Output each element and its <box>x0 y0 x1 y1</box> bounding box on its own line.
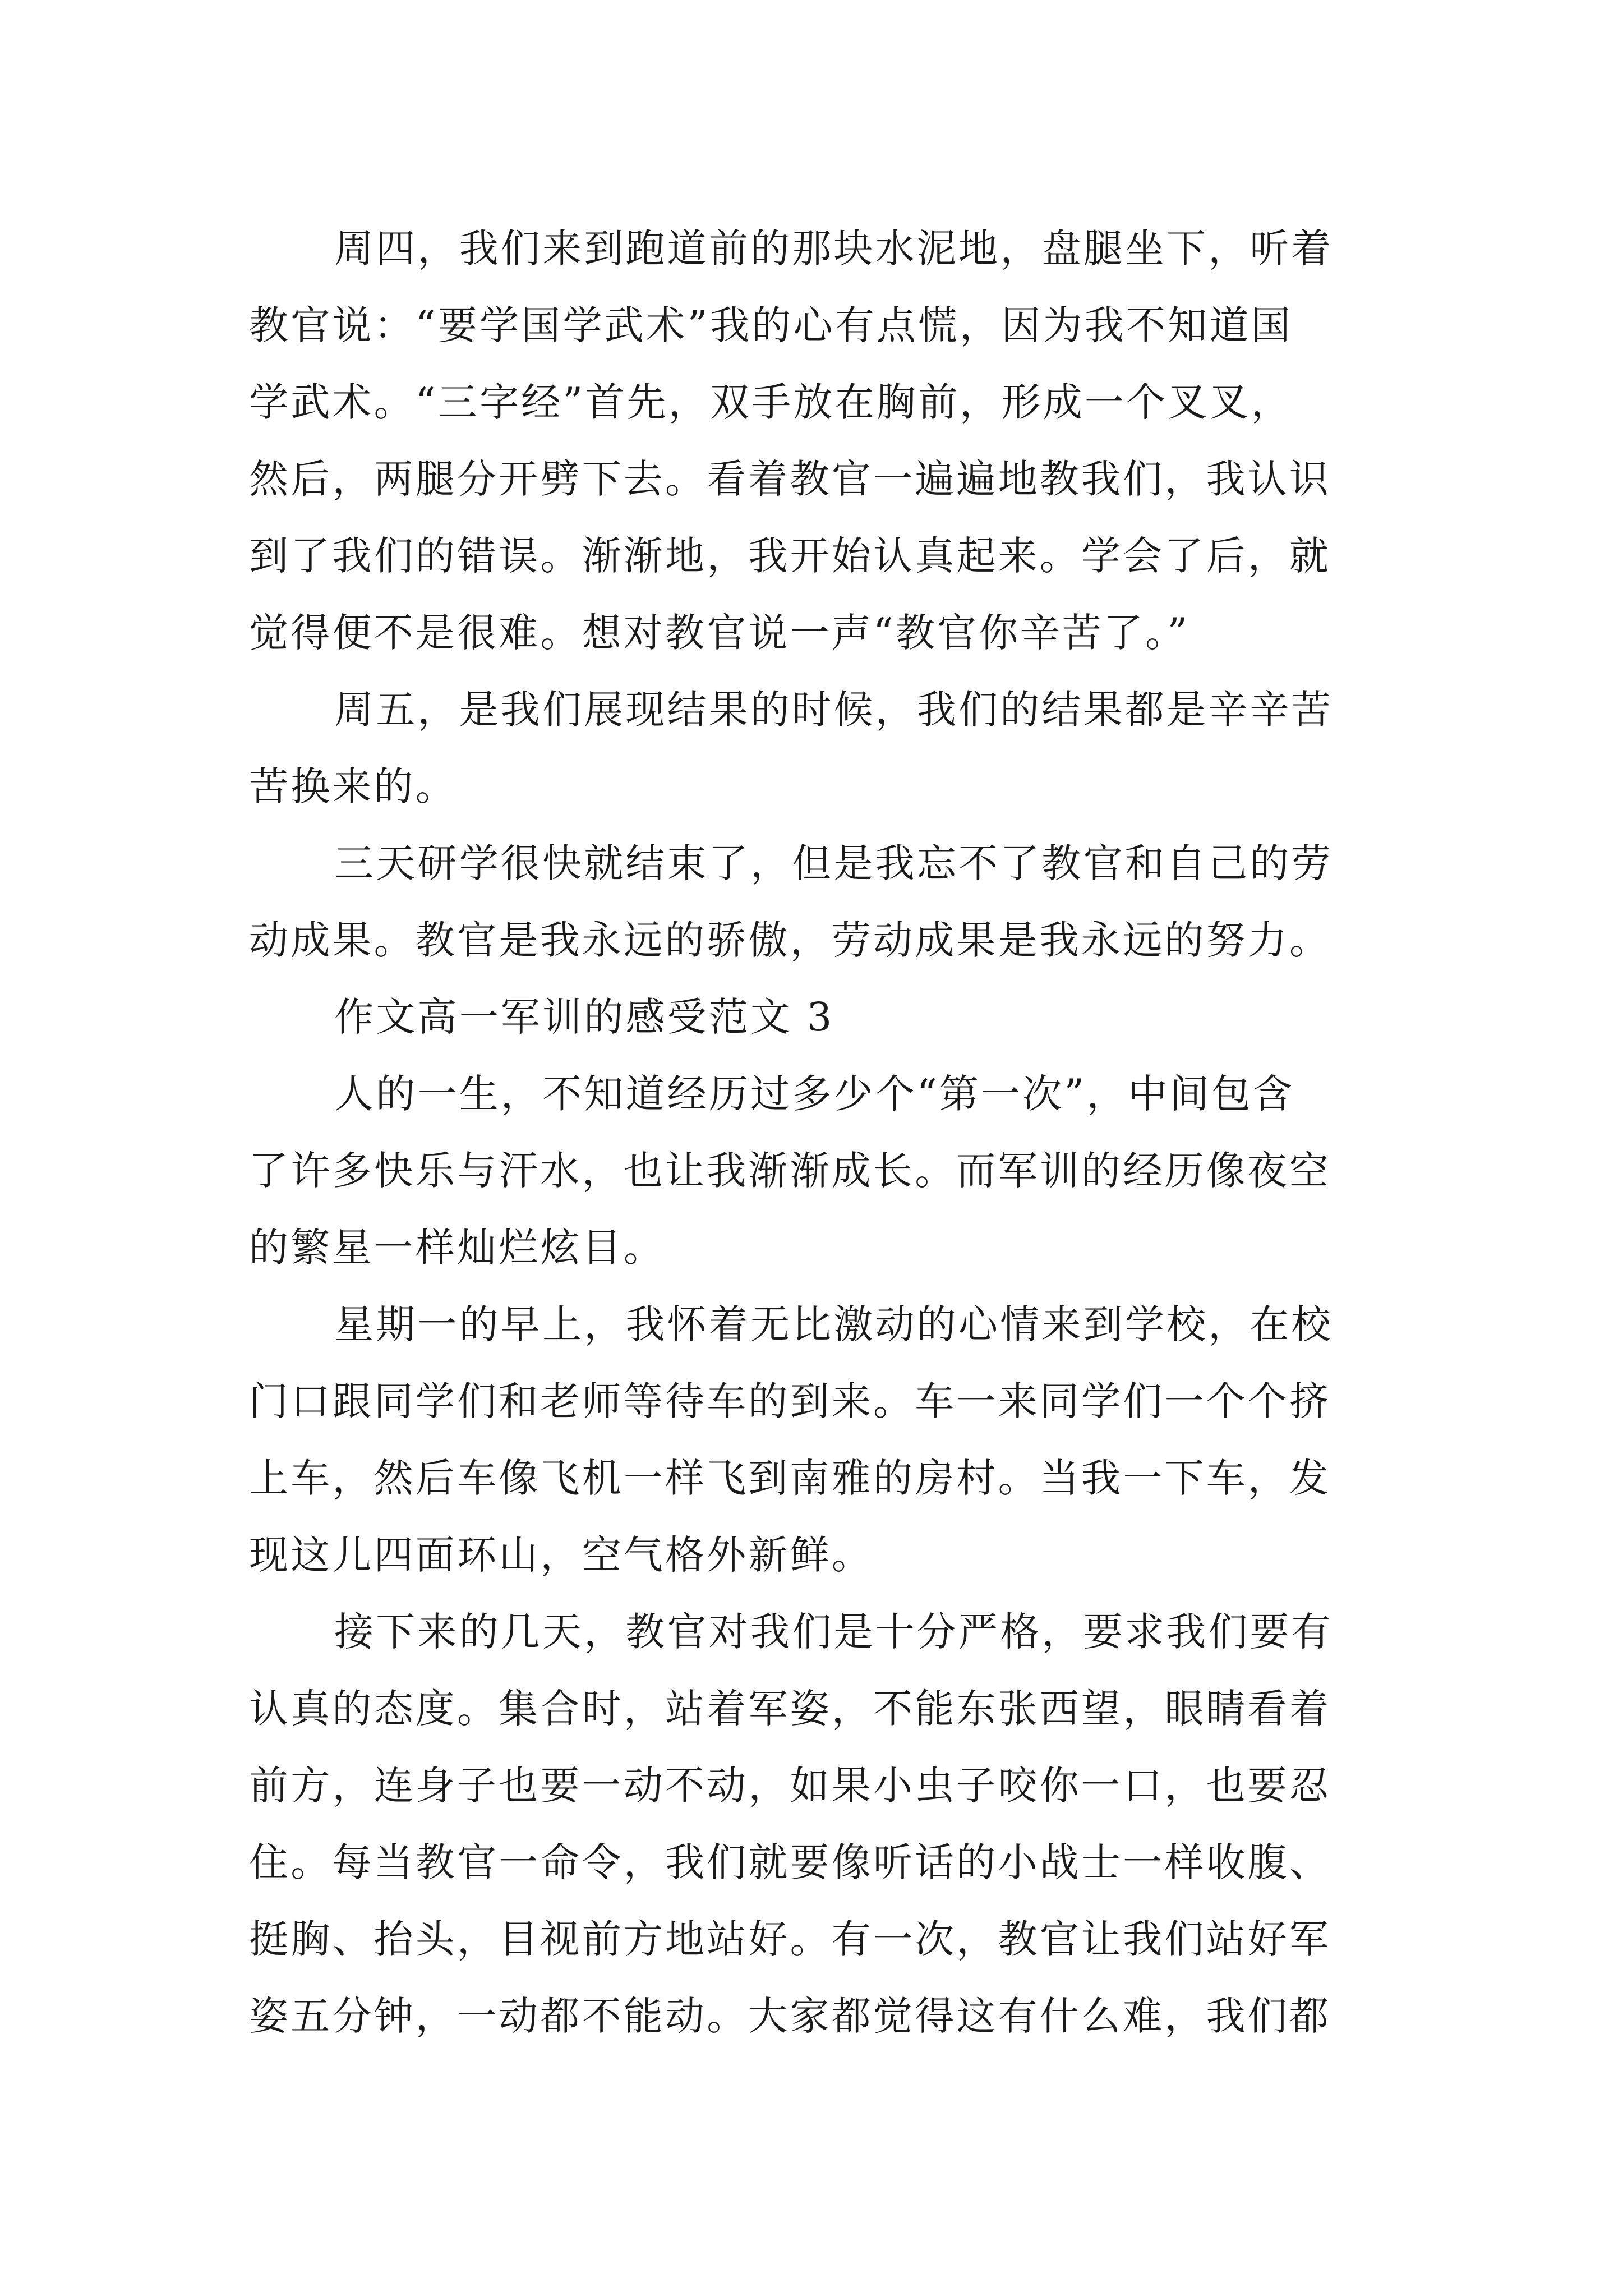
text-line: 教官说：“要学国学武术”我的心有点慌，因为我不知道国 <box>249 302 1293 348</box>
text-line: 接下来的几天，教官对我们是十分严格，要求我们要有 <box>334 1609 1333 1655</box>
text-line: 人的一生，不知道经历过多少个“第一次”，中间包含 <box>334 1071 1295 1117</box>
text-line: 周四，我们来到跑道前的那块水泥地，盘腿坐下，听着 <box>334 226 1333 272</box>
text-line: 门口跟同学们和老师等待车的到来。车一来同学们一个个挤 <box>249 1378 1331 1424</box>
text-line: 前方，连身子也要一动不动，如果小虫子咬你一口，也要忍 <box>249 1763 1331 1809</box>
text-line: 然后，两腿分开劈下去。看着教官一遍遍地教我们，我认识 <box>249 456 1331 502</box>
text-line: 到了我们的错误。渐渐地，我开始认真起来。学会了后，就 <box>249 533 1331 579</box>
text-line: 现这儿四面环山，空气格外新鲜。 <box>249 1532 873 1578</box>
text-line: 星期一的早上，我怀着无比激动的心情来到学校，在校 <box>334 1301 1333 1347</box>
text-line: 认真的态度。集合时，站着军姿，不能东张西望，眼睛看着 <box>249 1686 1331 1732</box>
text-line: 的繁星一样灿烂炫目。 <box>249 1225 665 1271</box>
text-line: 学武术。“三字经”首先，双手放在胸前，形成一个叉叉， <box>249 379 1293 425</box>
text-line: 了许多快乐与汗水，也让我渐渐成长。而军训的经历像夜空 <box>249 1148 1331 1194</box>
text-line: 周五，是我们展现结果的时候，我们的结果都是辛辛苦 <box>334 687 1333 733</box>
text-line: 动成果。教官是我永远的骄傲，劳动成果是我永远的努力。 <box>249 917 1331 963</box>
document-body <box>249 210 1387 2055</box>
text-line: 住。每当教官一命令，我们就要像听话的小战士一样收腹、 <box>249 1839 1331 1885</box>
text-line: 上车，然后车像飞机一样飞到南雅的房村。当我一下车，发 <box>249 1455 1331 1501</box>
text-line: 挺胸、抬头，目视前方地站好。有一次，教官让我们站好军 <box>249 1916 1331 1962</box>
text-line: 作文高一军训的感受范文 3 <box>334 994 834 1040</box>
text-line: 姿五分钟，一动都不能动。大家都觉得这有什么难，我们都 <box>249 1993 1331 2039</box>
text-line: 三天研学很快就结束了，但是我忘不了教官和自己的劳 <box>334 840 1333 886</box>
text-line: 觉得便不是很难。想对教官说一声“教官你辛苦了。” <box>249 610 1190 656</box>
text-line: 苦换来的。 <box>249 763 457 809</box>
